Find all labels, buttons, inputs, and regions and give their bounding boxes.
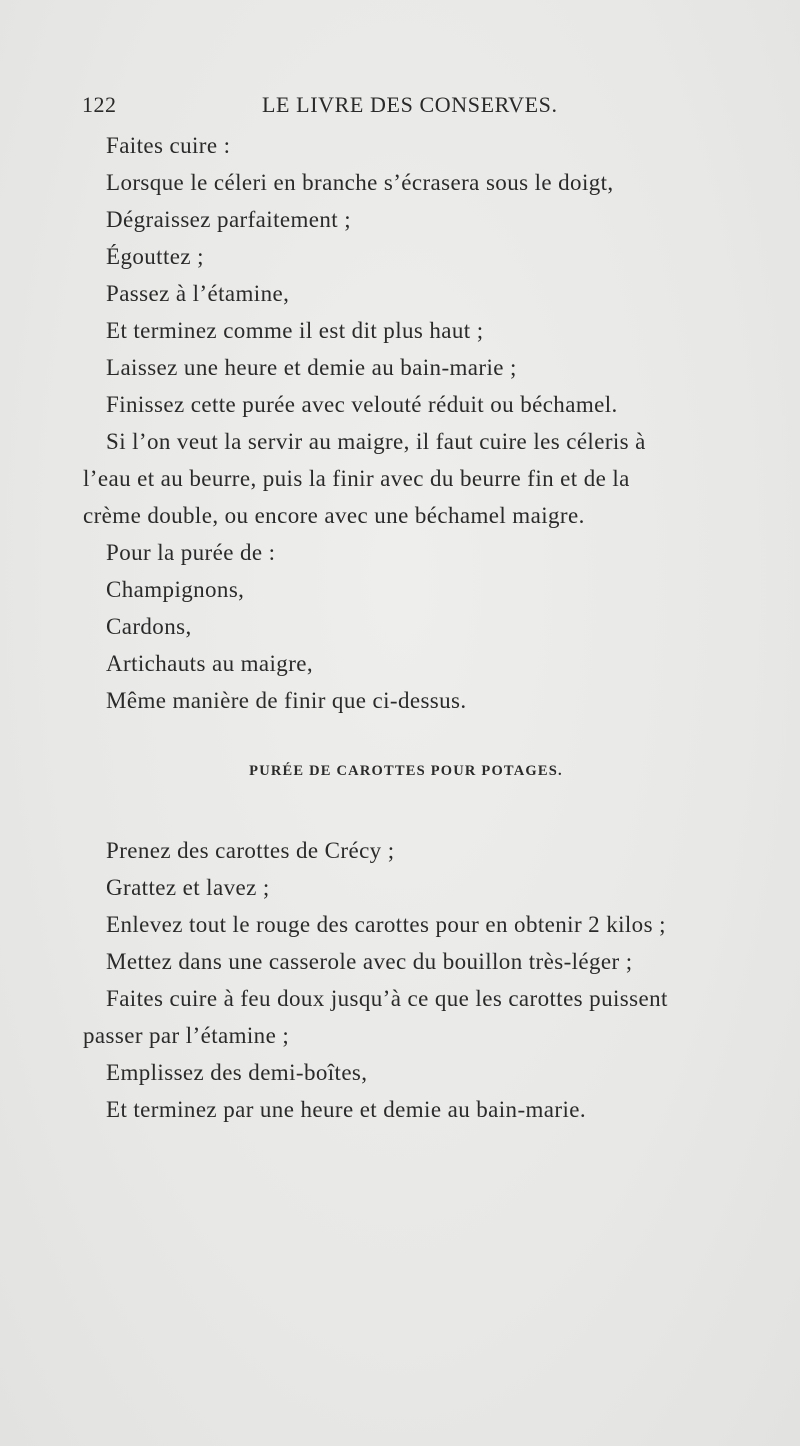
text-line: Faites cuire :: [106, 133, 231, 158]
text-line: Pour la purée de :: [106, 540, 276, 565]
text-line: Enlevez tout le rouge des carottes pour en obtenir 2 kilos ;: [106, 912, 666, 937]
text-line: crème double, ou encore avec une béchamel maigre.: [83, 503, 585, 528]
text-line: Finissez cette purée avec velouté réduit ou béchamel.: [106, 392, 618, 417]
text-line: Cardons,: [106, 614, 192, 639]
text-line: Champignons,: [106, 577, 245, 602]
text-line: Passez à l’étamine,: [106, 281, 290, 306]
text-line: Si l’on veut la servir au maigre, il faut cuire les céleris à: [106, 429, 646, 454]
text-line: Artichauts au maigre,: [106, 651, 314, 676]
text-line: Faites cuire à feu doux jusqu’à ce que les carottes puissent: [106, 986, 668, 1011]
text-line: Et terminez comme il est dit plus haut ;: [106, 318, 484, 343]
page-number: 122: [82, 92, 117, 117]
text-line: Égouttez ;: [106, 244, 204, 269]
section-heading: PURÉE DE CAROTTES POUR POTAGES.: [249, 763, 563, 779]
text-line: Grattez et lavez ;: [106, 875, 270, 900]
text-line: Même manière de finir que ci-dessus.: [106, 688, 467, 713]
text-line: Laissez une heure et demie au bain-marie ;: [106, 355, 517, 380]
text-line: Lorsque le céleri en branche s’écrasera sous le doigt,: [106, 170, 614, 195]
text-line: Et terminez par une heure et demie au bain-marie.: [106, 1097, 587, 1122]
running-title: LE LIVRE DES CONSERVES.: [262, 92, 558, 117]
text-line: Prenez des carottes de Crécy ;: [106, 838, 395, 863]
text-line: Dégraissez parfaitement ;: [106, 207, 351, 232]
page-header: [82, 92, 702, 122]
text-line: Mettez dans une casserole avec du bouillon très-léger ;: [106, 949, 633, 974]
text-line: passer par l’étamine ;: [83, 1023, 290, 1048]
text-line: Emplissez des demi-boîtes,: [106, 1060, 368, 1085]
text-line: l’eau et au beurre, puis la finir avec du beurre fin et de la: [83, 466, 630, 491]
